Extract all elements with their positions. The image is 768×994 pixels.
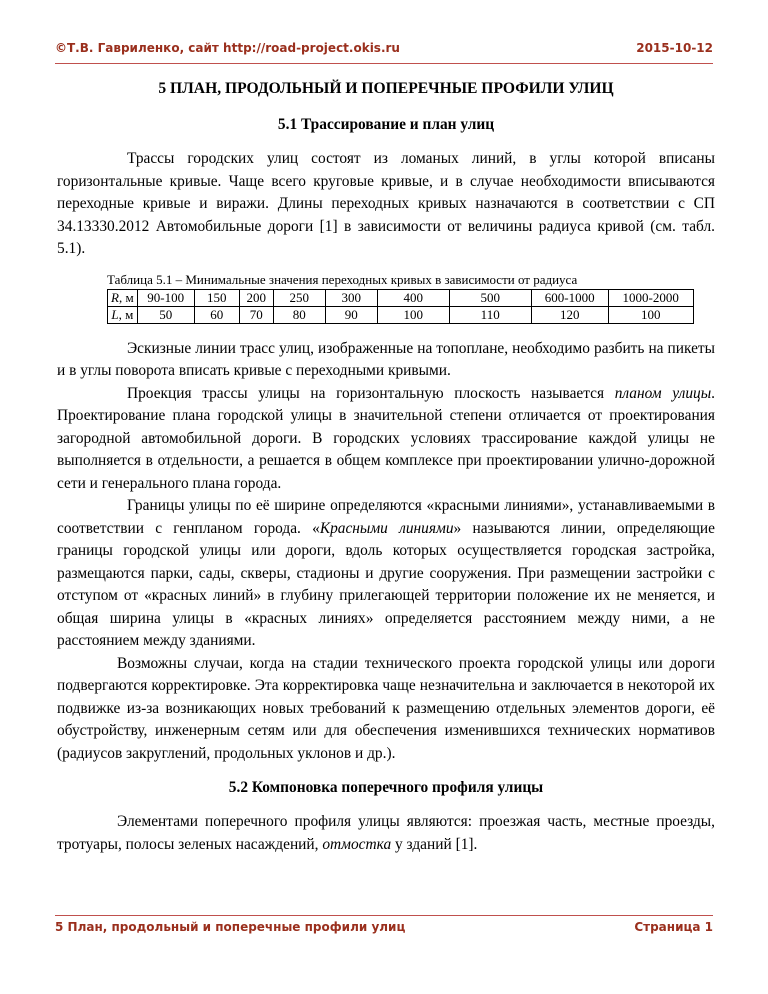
- term-emphasis: планом улицы: [614, 384, 712, 402]
- table-cell: 250: [273, 289, 325, 306]
- table-cell: 100: [608, 306, 693, 323]
- table-cell: 100: [377, 306, 449, 323]
- row-label: L, м: [108, 306, 138, 323]
- paragraph: Границы улицы по её ширине определяются «красными линиями», устанавливаемыми в соответствии с генпланом города. «Красными линиями» называются линии, определяющие границы городской улицы или дороги, вдоль которых осуществляется городская застройка, размещаются парки, сады, скверы, стадионы и другие сооружения. При размещении застройки с отступом от «красных линий» в глубину прилегающей территории положение их не меняется, и общая ширина улицы в «красных линиях» определяется расстоянием между ними, а не расстоянием между зданиями.: [57, 497, 715, 649]
- table-cell: 80: [273, 306, 325, 323]
- table-cell: 90-100: [137, 289, 194, 306]
- footer-rule: [55, 915, 713, 916]
- footer-page-number: Страница 1: [634, 920, 713, 934]
- table-row-length: [108, 306, 694, 323]
- table-cell: 600-1000: [531, 289, 608, 306]
- paragraph: Проекция трассы улицы на горизонтальную плоскость называется планом улицы. Проектирование плана городской улицы в значительной степени отличается от проектирования загородной автомобильной дороги. В городских условиях трассирование каждой улицы не выполняется в отдельности, а решается в общем комплексе при проектировании улично-дорожной сети и генерального плана города.: [57, 384, 715, 492]
- table-cell: 150: [194, 289, 239, 306]
- header-author-site: ©Т.В. Гавриленко, сайт http://road-project.okis.ru: [55, 41, 400, 55]
- table-caption: Таблица 5.1 – Минимальные значения переходных кривых в зависимости от радиуса: [107, 271, 578, 287]
- table-row-radius: [108, 289, 694, 306]
- table-cell: 500: [449, 289, 531, 306]
- section-heading-5-2: 5.2 Компоновка поперечного профиля улицы: [228, 779, 544, 796]
- row-label: R, м: [108, 289, 138, 306]
- paragraph: Эскизные линии трасс улиц, изображенные на топоплане, необходимо разбить на пикеты и в углы поворота вписать кривые с переходными кривыми.: [57, 339, 715, 379]
- paragraph: Возможны случаи, когда на стадии технического проекта городской улицы или дороги подвергаются корректировке. Эта корректировка чаще незначительна и заключается в некоторой их подвижке из-за возникающих новых требований к размещению отдельных элементов дороги, её обустройству, инженерным сетям или для обеспечения изменившихся технических нормативов (радиусов закруглений, продольных уклонов и др.).: [57, 654, 715, 762]
- table-cell: 400: [377, 289, 449, 306]
- table-cell: 200: [239, 289, 273, 306]
- footer-chapter-title: 5 План, продольный и поперечные профили улиц: [55, 920, 406, 934]
- header-rule: [55, 63, 713, 64]
- page-header: [55, 37, 713, 67]
- term-emphasis: отмостка: [322, 835, 392, 853]
- term-emphasis: Красными линиями: [319, 519, 454, 537]
- paragraph: Трассы городских улиц состоят из ломаных линий, в углы которой вписаны горизонтальные кривые. Чаще всего круговые кривые, и в случае необходимости вписываются переходные кривые и виражи. Длины переходных кривых назначаются в соответствии с СП 34.13330.2012 Автомобильные дороги [1] в зависимости от величины радиуса кривой (см. табл. 5.1).: [57, 150, 715, 257]
- table-cell: 60: [194, 306, 239, 323]
- section-heading-5-1: 5.1 Трассирование и план улиц: [277, 116, 495, 133]
- table-cell: 90: [325, 306, 377, 323]
- table-cell: 70: [239, 306, 273, 323]
- table-cell: 1000-2000: [608, 289, 693, 306]
- transition-curve-table: [107, 289, 694, 324]
- table-cell: 50: [137, 306, 194, 323]
- header-date: 2015-10-12: [636, 41, 713, 55]
- table-cell: 300: [325, 289, 377, 306]
- table-cell: 120: [531, 306, 608, 323]
- table-cell: 110: [449, 306, 531, 323]
- page-content: [57, 78, 715, 856]
- paragraph: Элементами поперечного профиля улицы являются: проезжая часть, местные проезды, тротуары, полосы зеленых насаждений, отмостка у зданий [1].: [57, 813, 715, 853]
- page-footer: [55, 915, 713, 945]
- chapter-title: 5 ПЛАН, ПРОДОЛЬНЫЙ И ПОПЕРЕЧНЫЕ ПРОФИЛИ УЛИЦ: [158, 80, 614, 97]
